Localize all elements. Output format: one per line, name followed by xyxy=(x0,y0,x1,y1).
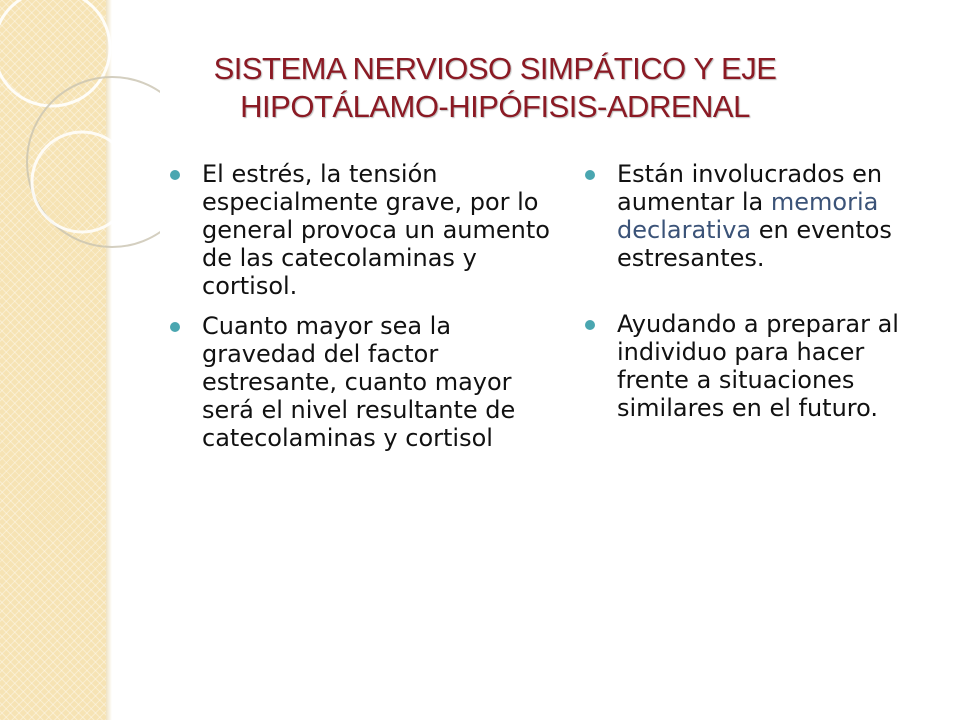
right-bullet-list xyxy=(585,160,930,422)
right-column xyxy=(585,160,930,434)
left-bullet-list xyxy=(170,160,555,452)
bullet-text-before: Están involucrados en aumentar la xyxy=(617,160,883,216)
bullet-dot-icon xyxy=(170,322,180,332)
bullet-text: Cuanto mayor sea la gravedad del factor estresante, cuanto mayor será el nivel resultante de catecolaminas y cortisol xyxy=(202,312,516,452)
bullet-text: Ayudando a preparar al individuo para hacer frente a situaciones similares en el futuro. xyxy=(617,310,899,422)
title-line-1: SISTEMA NERVIOSO SIMPÁTICO Y EJE xyxy=(213,51,777,86)
bullet-dot-icon xyxy=(170,170,180,180)
list-item xyxy=(585,160,930,272)
bullet-dot-icon xyxy=(585,320,595,330)
slide-title xyxy=(150,50,840,126)
title-line-2: HIPOTÁLAMO-HIPÓFISIS-ADRENAL xyxy=(240,89,750,124)
deco-ring-small xyxy=(32,132,132,232)
bullet-text-after: en eventos estresantes. xyxy=(617,216,892,272)
list-item xyxy=(585,310,930,422)
bullet-text: El estrés, la tensión especialmente grave, por lo general provoca un aumento de las catecolaminas y cortisol. xyxy=(202,160,550,300)
list-item xyxy=(170,160,555,300)
left-column xyxy=(170,160,555,464)
highlighted-term: memoria declarativa xyxy=(617,188,879,244)
decorative-circles xyxy=(0,0,160,720)
deco-ring-top xyxy=(0,0,110,106)
bullet-dot-icon xyxy=(585,170,595,180)
list-item xyxy=(170,312,555,452)
deco-ring-middle xyxy=(27,77,160,247)
